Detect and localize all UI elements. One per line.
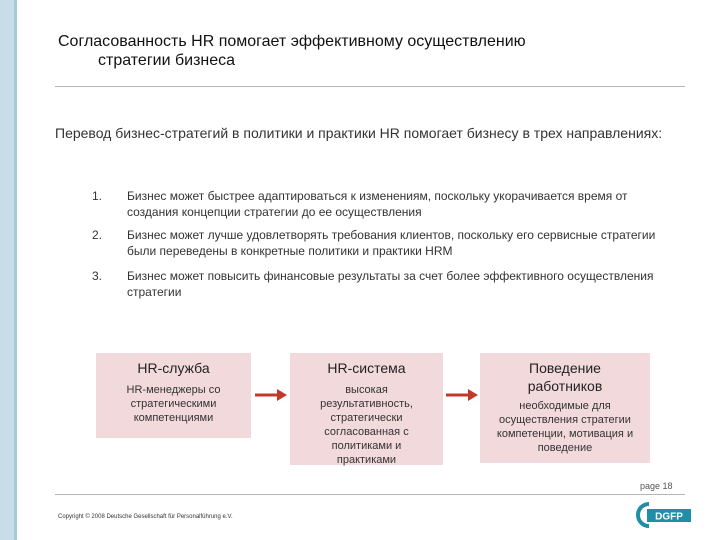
box-heading: HR-система: [327, 360, 406, 376]
list-item-number: 2.: [92, 228, 103, 242]
box-heading: Поведение работников: [527, 360, 603, 394]
title-line-1: Согласованность HR помогает эффективному осуществлению: [58, 33, 526, 50]
slide-title: [58, 32, 658, 70]
box-description: высокая результативность, стратегически согласованная с политиками и практиками: [320, 384, 413, 466]
list-item-text: Бизнес может лучше удовлетворять требования клиентов, поскольку его сервисные стратегии были переведены в конкретные политики и практики HRM: [127, 228, 656, 258]
page-number: page 18: [640, 481, 673, 491]
title-divider: [55, 86, 685, 87]
arrow-right-icon: [446, 388, 478, 402]
employee-behavior-box: [480, 353, 650, 463]
list-item-text: Бизнес может быстрее адаптироваться к изменениям, поскольку укорачивается время от создания концепции стратегии до ее осуществления: [127, 189, 628, 219]
box-description: необходимые для осуществления стратегии компетенции, мотивация и поведение: [496, 400, 634, 454]
arrow-right-icon: [255, 388, 287, 402]
box-heading: HR-служба: [137, 360, 210, 376]
left-accent-bar: [0, 0, 14, 540]
list-item-number: 1.: [92, 189, 103, 203]
list-item-number: 3.: [92, 269, 103, 283]
footer-divider: [55, 494, 685, 495]
box-description: HR-менеджеры со стратегическими компетенциями: [126, 384, 221, 424]
intro-text: Перевод бизнес-стратегий в политики и практики HR помогает бизнесу в трех направлениях:: [55, 125, 663, 141]
copyright-text: Copyright © 2008 Deutsche Gesellschaft für Personalführung e.V.: [58, 514, 233, 520]
title-line-2: стратегии бизнеса: [98, 52, 236, 69]
logo-text: DGFP: [655, 511, 683, 523]
dgfp-logo: [635, 500, 695, 530]
hr-system-box: [290, 353, 443, 465]
hr-service-box: [96, 353, 251, 438]
list-item-text: Бизнес может повысить финансовые результаты за счет более эффективного осуществления стратегии: [127, 269, 654, 299]
left-accent-stripe: [14, 0, 17, 540]
